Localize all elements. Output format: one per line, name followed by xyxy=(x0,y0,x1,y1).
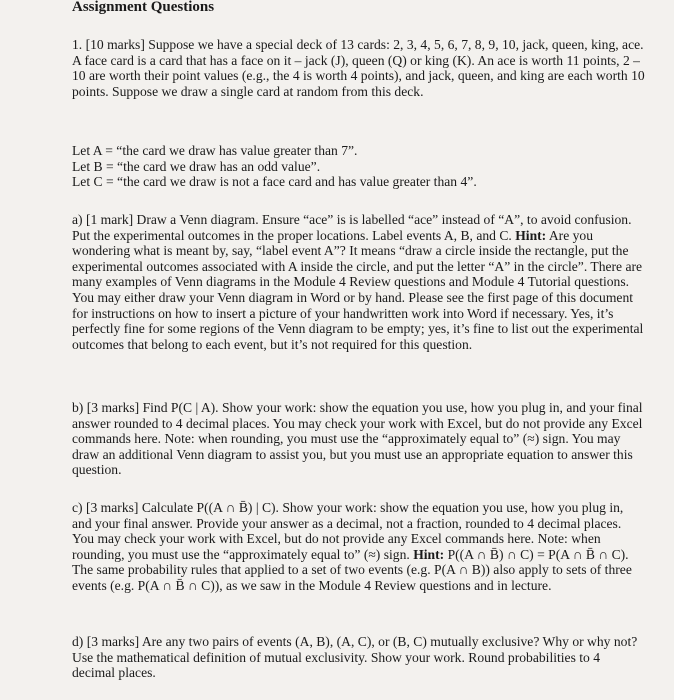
part-a-hint-label: Hint: xyxy=(515,227,547,243)
part-b xyxy=(72,400,646,478)
part-a-intro: a) [1 mark] Draw a Venn diagram. Ensure “ace” is is labelled “ace” instead of “A”, to avoid confusion. Put the experimental outcomes in the proper locations. Label events A, B, and C. xyxy=(72,212,632,243)
part-c-intro: c) [3 marks] Calculate P((A ∩ B̄) | C). Show your work: show the equation you use, how you plug in, and your final answer. Provide your answer as a decimal, not a fraction, rounded to 4 decimal places. You may check your work with Excel, but do not provide any Excel commands here. Note: when rounding, you must use the “approximately equal to” (≈) sign. xyxy=(72,500,624,562)
part-a-paragraph xyxy=(72,212,646,352)
part-d-text: d) [3 marks] Are any two pairs of events (A, B), (A, C), or (B, C) mutually exclusive? Why or why not? Use the mathematical definition of mutual exclusivity. Show your work. Round probabilities to 4 decimal places. xyxy=(72,634,638,681)
part-a-hint-text: Are you wondering what is meant by, say, “label event A”? It means “draw a circle inside the rectangle, put the experimental outcomes associated with A inside the circle, and put the letter “A” in the circle”. There are many examples of Venn diagrams in the Module 4 Review questions and Module 4 Tutorial questions. You may either draw your Venn diagram in Word or by hand. Please see the first page of this document for instructions on how to insert a picture of your handwritten work into Word if necessary. Yes, it’s perfectly fine for some regions of the Venn diagram to be empty; yes, it’s fine to list out the experimental outcomes that belong to each event, but it’s not required for this question. xyxy=(72,227,644,352)
part-c-paragraph xyxy=(72,500,646,594)
event-c-definition: Let C = “the card we draw is not a face card and has value greater than 4”. xyxy=(72,174,477,190)
event-b-definition: Let B = “the card we draw has an odd value”. xyxy=(72,158,321,174)
part-c-hint-text: P((A ∩ B̄) ∩ C) = P(A ∩ B̄ ∩ C). The same probability rules that applied to a set of two events (e.g. P(A ∩ B)) also apply to sets of three events (e.g. P(A ∩ B̄ ∩ C)), as we saw in the Module 4 Review questions and in lecture. xyxy=(72,546,632,593)
question-1-intro xyxy=(72,37,646,99)
part-c-hint-label: Hint: xyxy=(413,546,445,562)
part-a xyxy=(72,212,646,352)
part-c xyxy=(72,500,646,594)
part-d xyxy=(72,634,646,681)
page-title: Assignment Questions xyxy=(72,0,215,15)
question-1-text: 1. [10 marks] Suppose we have a special deck of 13 cards: 2, 3, 4, 5, 6, 7, 8, 9, 10, jack, queen, king, ace. A face card is a card that has a face on it – jack (J), queen (Q) or king (K). An ace is worth 11 points, 2 – 10 are worth their point values (e.g., the 4 is worth 4 points), and jack, queen, and king are each worth 10 points. Suppose we draw a single card at random from this deck. xyxy=(72,37,645,99)
part-b-text: b) [3 marks] Find P(C | A). Show your work: show the equation you use, how you plug in, and your final answer rounded to 4 decimal places. You may check your work with Excel, but do not provide any Excel commands here. Note: when rounding, you must use the “approximately equal to” (≈) sign. You may draw an additional Venn diagram to assist you, but you must use an appropriate equation to answer this question. xyxy=(72,400,643,478)
event-a-definition: Let A = “the card we draw has value greater than 7”. xyxy=(72,143,358,158)
event-definitions xyxy=(72,143,646,190)
